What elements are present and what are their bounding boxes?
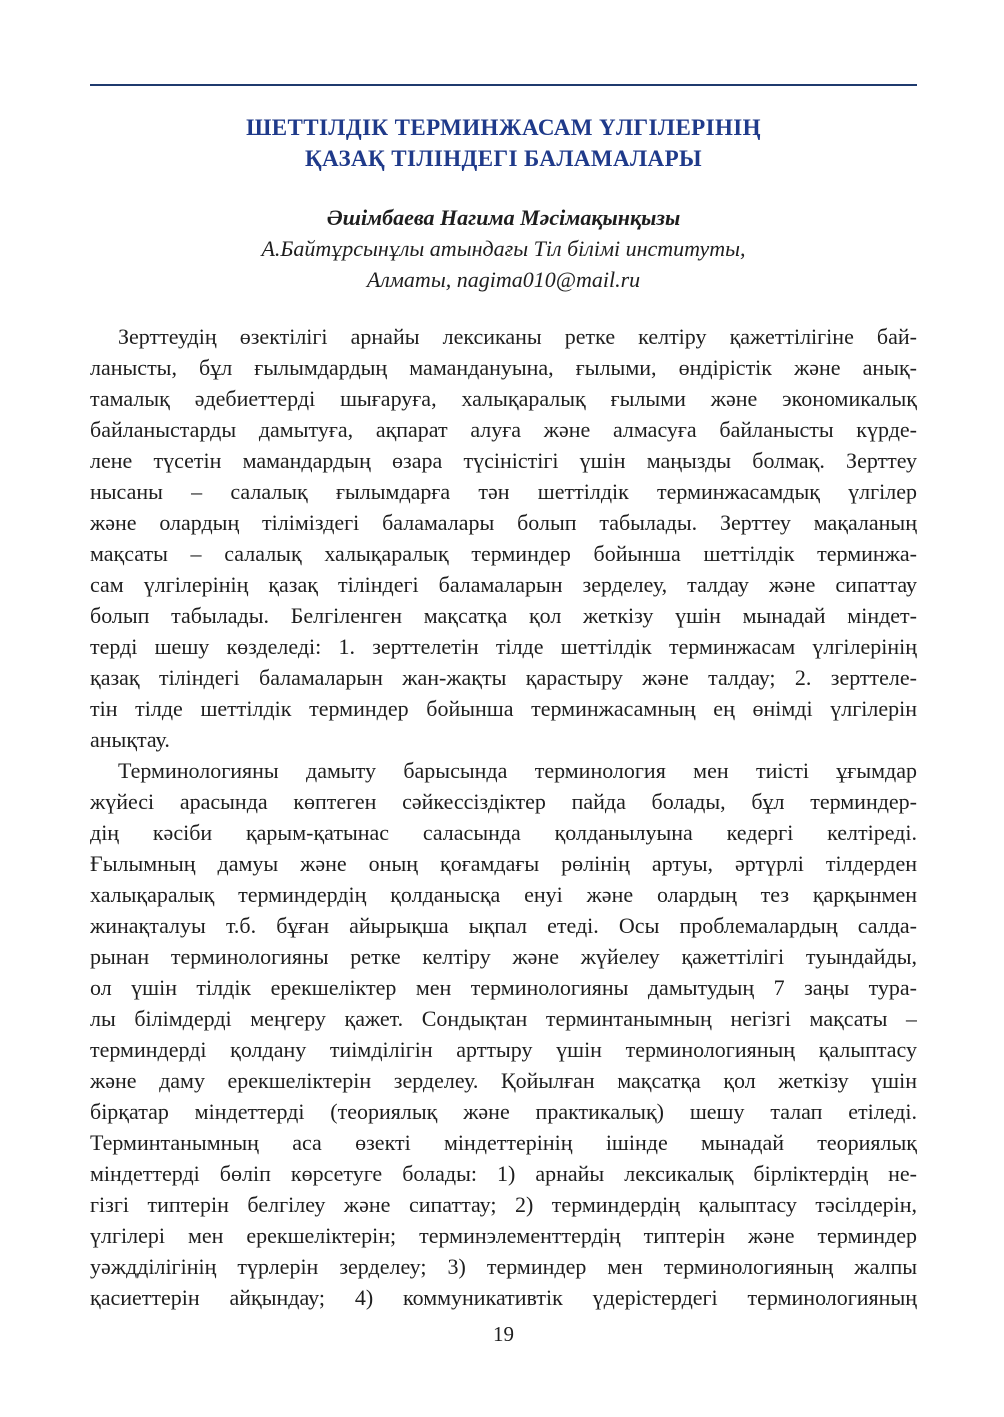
article-body — [90, 321, 917, 1313]
page-number: 19 — [493, 1322, 514, 1346]
text-line: терминдерді қолдану тиімділігін арттыру үшін терминологияның қалыптасу — [90, 1037, 917, 1062]
affiliation-line: А.Байтұрсынұлы атындағы Тіл білімі институты, — [261, 236, 746, 261]
text-line: қасиеттерін айқындау; 4) коммуникативтік үдерістердегі терминологияның — [90, 1285, 917, 1310]
text-line: болып табылады. Белгіленген мақсатқа қол жеткізу үшін мынадай міндет- — [90, 603, 917, 628]
text-line: гізгі типтерін белгілеу және сипаттау; 2) терминдердің қалыптасу тәсілдерін, — [90, 1192, 917, 1217]
text-line: сам үлгілерінің қазақ тіліндегі баламаларын зерделеу, талдау және сипаттау — [90, 572, 917, 597]
text-line: уәждділігінің түрлерін зерделеу; 3) терминдер мен терминологияның жалпы — [90, 1254, 917, 1279]
article-title — [90, 112, 917, 174]
text-line: Терминтанымның аса өзекті міндеттерінің ішінде мынадай теориялық — [90, 1130, 917, 1155]
text-line: Ғылымның дамуы және оның қоғамдағы рөлінің артуы, әртүрлі тілдерден — [90, 851, 917, 876]
text-line: мақсаты – салалық халықаралық терминдер бойынша шеттілдік терминжа- — [90, 541, 917, 566]
text-line: Терминологияны дамыту барысында терминология мен тиісті ұғымдар — [118, 758, 917, 783]
text-line: нысаны – салалық ғылымдарға тән шеттілдік терминжасамдық үлгілер — [90, 479, 917, 504]
text-line: жүйесі арасында көптеген сәйкессіздіктер пайда болады, бұл терминдер- — [90, 789, 917, 814]
paragraph-2 — [90, 755, 917, 1313]
author-block — [90, 202, 917, 295]
text-line: Зерттеудің өзектілігі арнайы лексиканы ретке келтіру қажеттілігіне бай- — [118, 324, 917, 349]
text-line: лы білімдерді меңгеру қажет. Сондықтан терминтанымның негізгі мақсаты – — [90, 1006, 917, 1031]
text-line: үлгілері мен ерекшеліктерін; терминэлементтердің типтерін және терминдер — [90, 1223, 917, 1248]
text-line: дің кәсіби қарым-қатынас саласында қолданылуына кедергі келтіреді. — [90, 820, 917, 845]
text-line: рынан терминологияны ретке келтіру және жүйелеу қажеттілігі туындайды, — [90, 944, 917, 969]
header-rule — [90, 84, 917, 86]
paragraph-1 — [90, 321, 917, 755]
text-line: жинақталуы т.б. бұған айырықша ықпал етеді. Осы проблемалардың салда- — [90, 913, 917, 938]
title-line: ҚАЗАҚ ТІЛІНДЕГІ БАЛАМАЛАРЫ — [304, 146, 703, 171]
text-line: анықтау. — [90, 727, 170, 752]
text-line: қазақ тіліндегі баламаларын жан-жақты қарастыру және талдау; 2. зерттеле- — [90, 665, 917, 690]
text-line: және даму ерекшеліктерін зерделеу. Қойылған мақсатқа қол жеткізу үшін — [90, 1068, 917, 1093]
text-line: бірқатар міндеттерді (теориялық және практикалық) шешу талап етіледі. — [90, 1099, 917, 1124]
affiliation-line: Алматы, nagima010@mail.ru — [366, 267, 641, 292]
text-line: және олардың тіліміздегі баламалары болып табылады. Зерттеу мақаланың — [90, 510, 917, 535]
text-line: терді шешу көзделеді: 1. зерттелетін тілде шеттілдік терминжасам үлгілерінің — [90, 634, 917, 659]
text-line: ланысты, бұл ғылымдардың мамандануына, ғылыми, өндірістік және анық- — [90, 355, 917, 380]
author-name: Әшімбаева Нагима Мәсімақынқызы — [326, 205, 681, 230]
text-line: халықаралық терминдердің қолданысқа енуі және олардың тез қарқынмен — [90, 882, 917, 907]
text-line: лене түсетін мамандардың өзара түсіністігі үшін маңызды болмақ. Зерттеу — [90, 448, 917, 473]
text-line: байланыстарды дамытуға, ақпарат алуға және алмасуға байланысты күрде- — [90, 417, 917, 442]
text-line: тамалық әдебиеттерді шығаруға, халықаралық ғылыми және экономикалық — [90, 386, 917, 411]
text-line: ол үшін тілдік ерекшеліктер мен терминологияны дамытудың 7 заңы тура- — [90, 975, 917, 1000]
text-line: тін тілде шеттілдік терминдер бойынша терминжасамның ең өнімді үлгілерін — [90, 696, 917, 721]
text-line: міндеттерді бөліп көрсетуге болады: 1) арнайы лексикалық бірліктердің не- — [90, 1161, 917, 1186]
title-line: ШЕТТІЛДІК ТЕРМИНЖАСАМ ҮЛГІЛЕРІНІҢ — [246, 115, 761, 140]
